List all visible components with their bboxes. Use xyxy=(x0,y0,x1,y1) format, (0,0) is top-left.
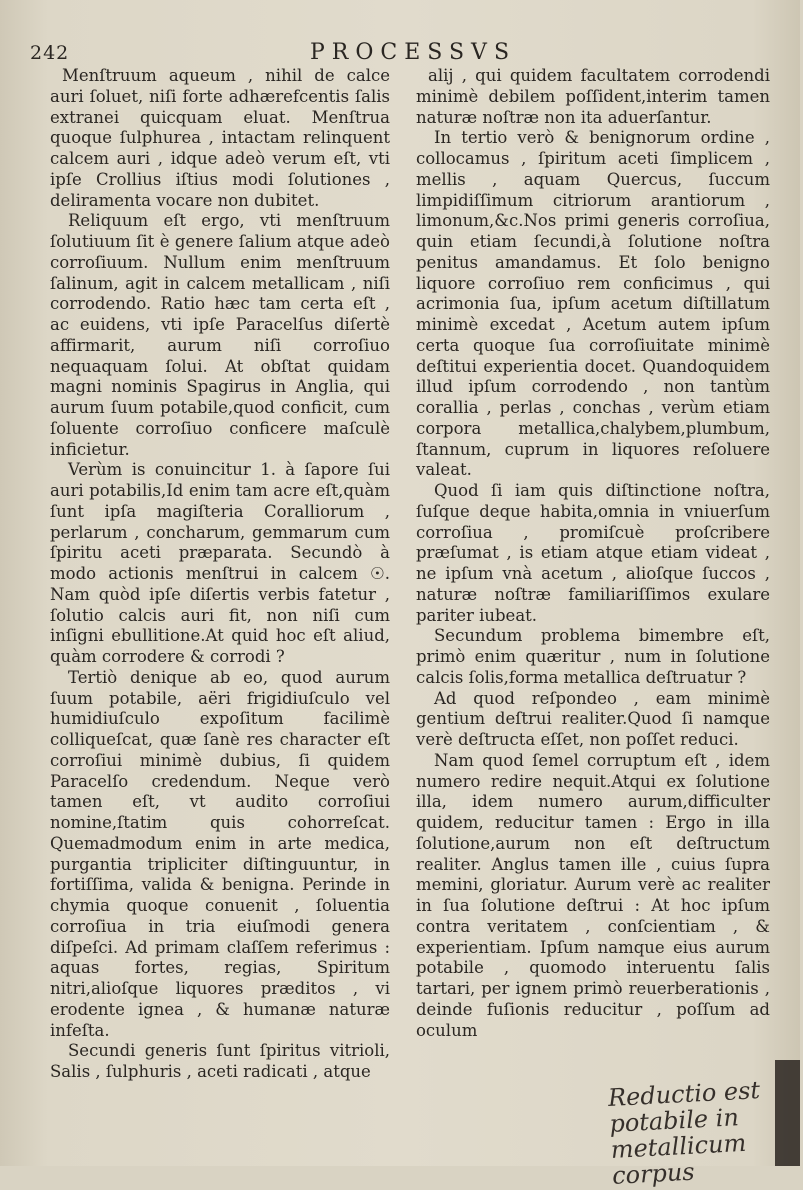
paragraph: Verùm is conuincitur 1. à ſapore ſui auri potabilis,Id enim tam acre eſt,quàm ſunt ipſa magiſteria Coralliorum , perlarum , concharum, gemmarum cum ſpiritu aceti præparata. Secundò à modo actionis menſtrui in calcem ☉. Nam quòd ipſe diſertis verbis fatetur , ſolutio calcis auri fit, non niſi cum inſigni ebullitione.At quid hoc eſt aliud, quàm corrodere & corrodi ? xyxy=(50,460,390,666)
page-edge-mark xyxy=(775,1060,800,1166)
paragraph: In tertio verò & benignorum ordine , collocamus , ſpiritum aceti ſimplicem , mellis , aquam Quercus, ſuccum limpidiſſimum citriorum arantiorum , limonum,&c.Nos primi generis corroſiua, quin etiam ſecundi,à ſolutione noſtra penitus amandamus. Et ſolo benigno liquore corroſiuo rem conficimus , qui acrimonia ſua, ipſum acetum diſtillatum minimè excedat , Acetum autem ipſum certa quoque ſua corroſiuitate minimè deſtitui experientia docet. Quandoquidem illud ipſum corrodendo , non tantùm corallia , perlas , conchas , verùm etiam corpora metallica,chalybem,plumbum, ſtannum, cuprum in liquores reſoluere valeat. xyxy=(416,128,770,480)
paragraph: Ad quod reſpondeo , eam minimè gentium deſtrui realiter.Quod ſi namque verè deſtructa eſſet, non poſſet reduci. xyxy=(416,688,770,749)
paragraph: Secundum problema bimembre eſt, primò enim quæritur , num in ſolutione calcis ſolis,forma metallica deſtruatur ? xyxy=(416,626,770,687)
paragraph: alij , qui quidem facultatem corrodendi minimè debilem poſſident,interim tamen naturæ noſtræ non ita aduerſantur. xyxy=(416,66,770,127)
paragraph: Tertiò denique ab eo, quod aurum ſuum potabile, aëri frigidiuſculo vel humidiuſculo expoſitum facilimè colliqueſcat, quæ ſanè res character eſt corroſiui minimè dubius, ſi quidem Paracelſo credendum. Neque verò tamen eſt, vt audito corroſiui nomine,ſtatim quis cohorreſcat. Quemadmodum enim in arte medica, purgantia tripliciter diſtinguuntur, in fortiſſima, valida & benigna. Perinde in chymia quoque conuenit , ſoluentia corroſiua in tria eiuſmodi genera diſpeſci. Ad primam claſſem referimus : aquas fortes, regias, Spiritum nitri,alioſque liquores præditos , vi erodente ignea , & humanæ naturæ infeſta. xyxy=(50,667,390,1040)
paragraph: Nam quod ſemel corruptum eſt , idem numero redire nequit.Atqui ex ſolutione illa, idem numero aurum,difficulter quidem, reducitur tamen : Ergo in illa ſolutione,aurum non eſt deſtructum realiter. Anglus tamen ille , cuius ſupra memini, gloriatur. Aurum verè ac realiter in ſua ſolutione deſtrui : At hoc ipſum contra veritatem , conſcientiam , & experientiam. Ipſum namque eius aurum potabile , quomodo interuentu ſalis tartari, per ignem primò reuerberationis , deinde fuſionis reducitur , poſſum ad oculum xyxy=(416,750,770,1040)
left-column xyxy=(50,66,390,1083)
handwritten-marginal-note: Reductio est potabile in metallicum corpus xyxy=(607,1076,761,1190)
paragraph: Reliquum eſt ergo, vti menſtruum ſolutiuum ſit è genere ſalium atque adeò corroſiuum. Nullum enim menſtruum ſalinum, agit in calcem metallicam , niſi corrodendo. Ratio hæc tam certa eſt , ac euidens, vti ipſe Paracelſus diſertè affirmarit, aurum niſi corroſiuo nequaquam ſolui. At obſtat quidam magni nominis Spagirus in Anglia, qui aurum ſuum potabile,quod conficit, cum ſoluente corroſiuo conficere maſculè inficietur. xyxy=(50,211,390,459)
running-title: PROCESSVS xyxy=(310,40,517,65)
page-number: 242 xyxy=(30,42,70,64)
paragraph: Menſtruum aqueum , nihil de calce auri ſoluet, niſi forte adhærefcentis ſalis extranei quicquam eluat. Menſtrua quoque ſulphurea , intactam relinquent calcem auri , idque adeò verum eſt, vti ipſe Crollius iſtius modi ſolutiones , deliramenta vocare non dubitet. xyxy=(50,66,390,210)
paragraph: Secundi generis ſunt ſpiritus vitrioli, Salis , ſulphuris , aceti radicati , atque xyxy=(50,1041,390,1081)
right-column xyxy=(416,66,770,1041)
paragraph: Quod ſi iam quis diſtinctione noſtra, ſuſque deque habita,omnia in vniuerſum corroſiua , promiſcuè proſcribere præſumat , is etiam atque etiam videat , ne ipſum vnà acetum , alioſque ſuccos , naturæ noſtræ familiariſſimos exulare pariter iubeat. xyxy=(416,481,770,625)
